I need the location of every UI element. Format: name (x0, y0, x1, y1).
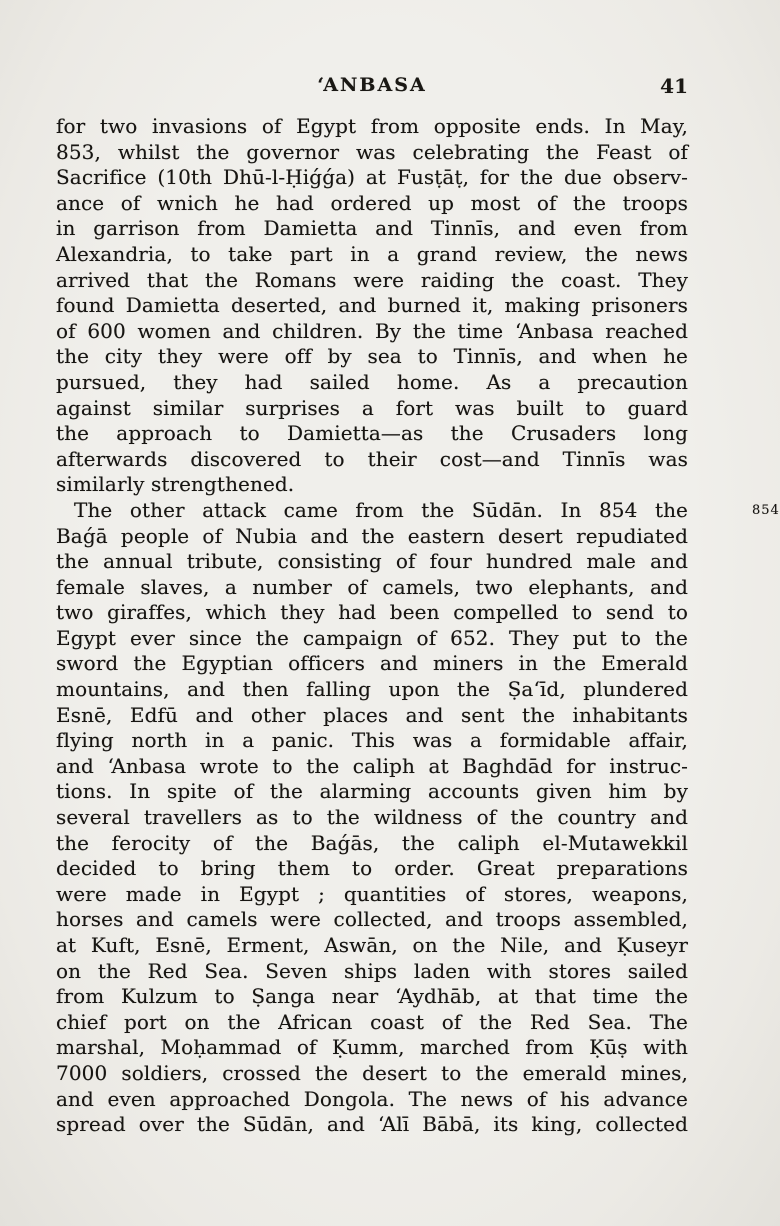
text-line: from Kulzum to Ṣanga near ‘Aydhāb, at that time the (56, 984, 688, 1009)
text-line: Alexandria, to take part in a grand review, the news (56, 241, 688, 266)
text-line: 853, whilst the governor was celebrating the Feast of (56, 139, 688, 164)
text-line: The other attack came from the Sūdān. In 854 the 854 (74, 497, 780, 522)
text-line: horses and camels were collected, and troops assembled, (56, 907, 688, 932)
text-line: 7000 soldiers, crossed the desert to the emerald mines, (56, 1060, 688, 1085)
text-line: Baǵā people of Nubia and the eastern desert repudiated (56, 523, 688, 548)
margin-year-note: 854 (752, 502, 780, 518)
text-line: ance of wnich he had ordered up most of the troops (56, 190, 688, 215)
text-line: several travellers as to the wildness of the country and (56, 805, 688, 830)
text-line: spread over the Sūdān, and ‘Alī Bābā, its king, collected (56, 1112, 688, 1137)
text-line: in garrison from Damietta and Tinnīs, and even from (56, 216, 688, 241)
text-line: similarly strengthened. (56, 472, 295, 497)
text-line: mountains, and then falling upon the Ṣa‘īd, plundered (56, 677, 688, 702)
page-number: 41 (660, 74, 688, 98)
text-line: against similar surprises a fort was built to guard (56, 395, 688, 420)
text-line: the annual tribute, consisting of four hundred male and (56, 549, 688, 574)
text-line: Egypt ever since the campaign of 652. They put to the (56, 625, 688, 650)
text-line: decided to bring them to order. Great preparations (56, 856, 688, 881)
text-line: two giraffes, which they had been compelled to send to (56, 600, 688, 625)
text-block (56, 114, 780, 1138)
text-line: the city they were off by sea to Tinnīs, and when he (56, 344, 688, 369)
text-line: the ferocity of the Baǵās, the caliph el-Mutawekkil (56, 830, 688, 855)
text-line: the approach to Damietta—as the Crusaders long (56, 421, 688, 446)
running-header-title: ‘ANBASA (317, 74, 427, 96)
running-header (56, 74, 688, 98)
text-line: marshal, Moḥammad of Ḳumm, marched from Ḳūṣ with (56, 1035, 688, 1060)
text-line: pursued, they had sailed home. As a precaution (56, 369, 688, 394)
text-line: and ‘Anbasa wrote to the caliph at Baghdād for instruc- (56, 753, 688, 778)
text-line: and even approached Dongola. The news of his advance (56, 1086, 688, 1111)
text-line: found Damietta deserted, and burned it, making prisoners (56, 293, 688, 318)
text-line: tions. In spite of the alarming accounts given him by (56, 779, 688, 804)
text-line: were made in Egypt ; quantities of stores, weapons, (56, 881, 688, 906)
text-line: chief port on the African coast of the Red Sea. The (56, 1009, 688, 1034)
text-line: afterwards discovered to their cost—and Tinnīs was (56, 446, 688, 471)
text-line: Sacrifice (10th Dhū-l-Ḥiǵǵa) at Fusṭāṭ, for the due observ- (56, 165, 688, 190)
text-line: Esnē, Edfū and other places and sent the inhabitants (56, 702, 688, 727)
text-line: at Kuft, Esnē, Erment, Aswān, on the Nile, and Ḳuseyr (56, 933, 688, 957)
text-line: arrived that the Romans were raiding the coast. They (56, 267, 688, 292)
text-line: sword the Egyptian officers and miners in the Emerald (56, 651, 688, 676)
text-line: flying north in a panic. This was a formidable affair, (56, 728, 688, 753)
text-line: female slaves, a number of camels, two elephants, and (56, 574, 688, 599)
text-line: for two invasions of Egypt from opposite ends. In May, (56, 114, 688, 138)
text-line: of 600 women and children. By the time ‘Anbasa reached (56, 318, 688, 343)
text-line: on the Red Sea. Seven ships laden with stores sailed (56, 958, 688, 983)
